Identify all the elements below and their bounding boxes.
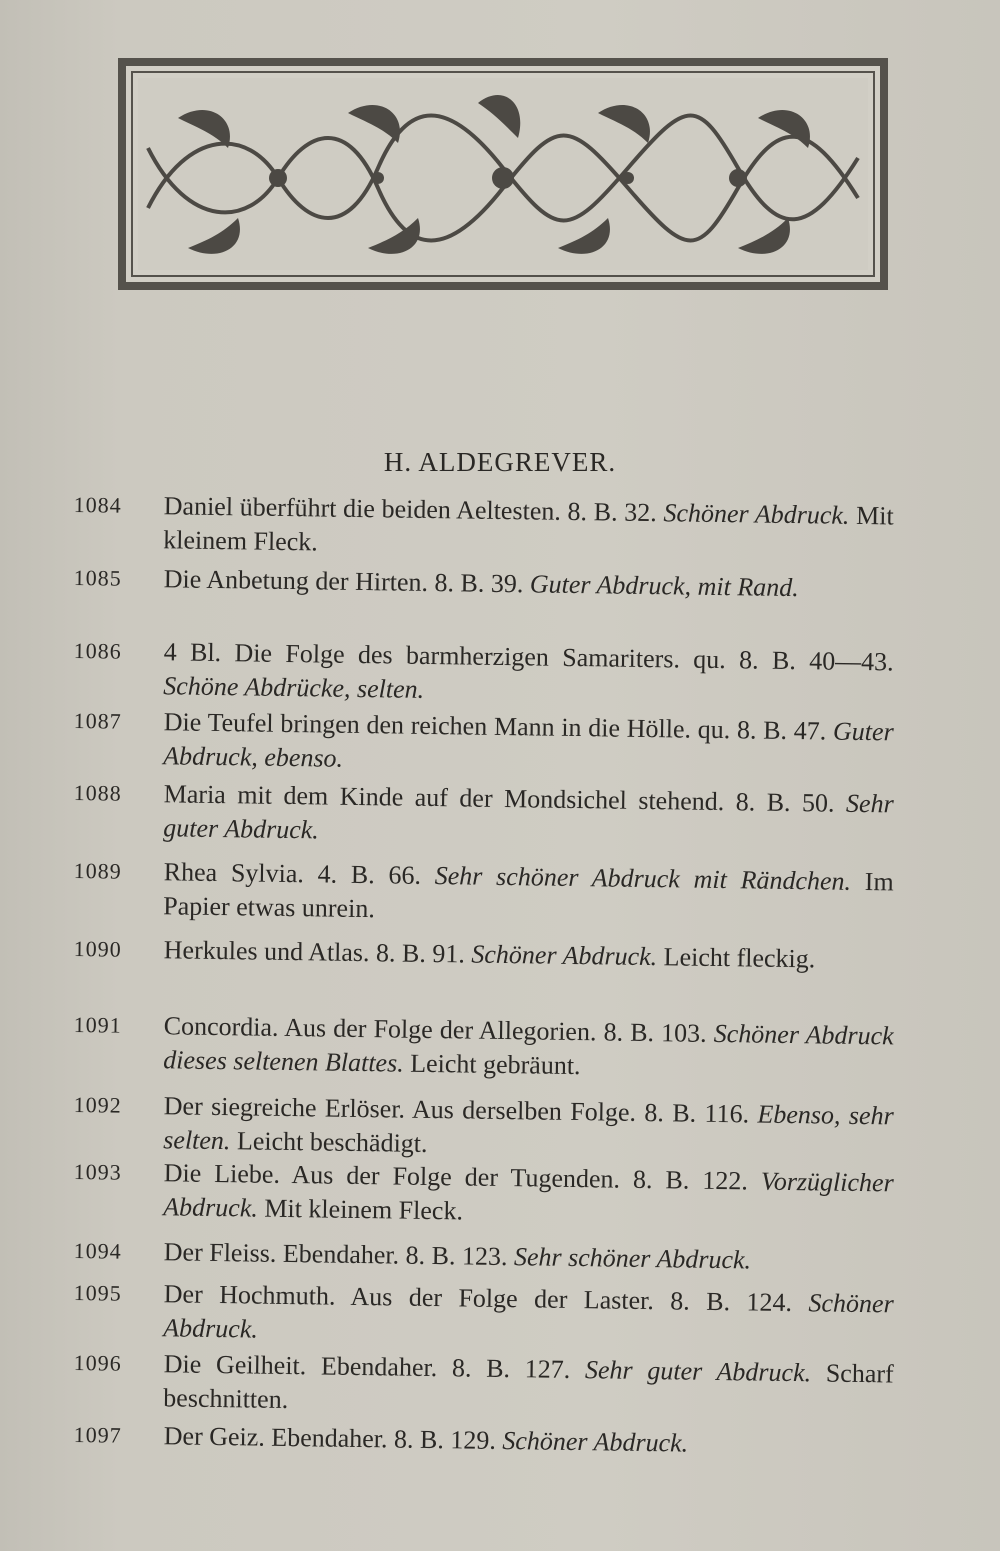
section-heading: H. ALDEGREVER. [383,447,617,477]
lot-number: 1093 [73,1158,122,1185]
lot-number: 1092 [73,1091,122,1118]
lot-number: 1094 [73,1237,122,1264]
catalog-entry [73,488,894,567]
lot-number: 1095 [73,1279,122,1306]
entry-text: Der siegreiche Erlöser. Aus derselben Folge. 8. B. 116. Ebenso, sehr selten. Leicht beschädigt. [163,1091,894,1158]
entry-text: Die Geilheit. Ebendaher. 8. B. 127. Sehr guter Abdruck. Scharf beschnitten. [163,1349,894,1414]
catalog-entry [74,932,894,977]
lot-number: 1086 [73,637,122,664]
catalog-entry [73,1346,894,1425]
lot-number: 1085 [73,564,122,591]
entry-text: Rhea Sylvia. 4. B. 66. Sehr schöner Abdruck mit Rändchen. Im Papier etwas unrein. [163,857,894,924]
catalog-entry [73,704,894,783]
entry-text: Herkules und Atlas. 8. B. 91. Schöner Abdruck. Leicht fleckig. [163,935,816,974]
catalog-entry [74,561,894,606]
lot-number: 1089 [73,857,122,884]
entry-text: 4 Bl. Die Folge des barmherzigen Samariters. qu. 8. B. 40—43. Schöne Abdrücke, selten. [163,637,894,704]
catalog-entry [73,1008,894,1087]
catalog-entry [73,776,894,855]
entry-text: Der Hochmuth. Aus der Folge der Laster. 8. B. 124. Schöner Abdruck. [163,1279,894,1344]
ornamental-header-band [118,58,888,290]
catalog-entry [73,1276,894,1355]
lot-number: 1097 [73,1421,122,1448]
catalog-entry [74,1418,894,1463]
catalog-entry [73,1155,894,1234]
entry-text: Die Anbetung der Hirten. 8. B. 39. Guter Abdruck, mit Rand. [163,564,799,603]
lot-number: 1091 [73,1011,122,1038]
catalog-entry [73,634,894,713]
catalog-entry [73,854,894,933]
catalog-entry [74,1234,894,1279]
entry-text: Maria mit dem Kinde auf der Mondsichel stehend. 8. B. 50. Sehr guter Abdruck. [163,779,894,845]
entry-text: Der Fleiss. Ebendaher. 8. B. 123. Sehr schöner Abdruck. [163,1237,752,1275]
entry-text: Die Teufel bringen den reichen Mann in die Hölle. qu. 8. B. 47. Guter Abdruck, ebenso. [163,707,894,773]
lot-number: 1084 [73,491,122,518]
lot-number: 1096 [73,1349,122,1376]
entry-text: Daniel überführt die beiden Aeltesten. 8. B. 32. Schöner Abdruck. Mit kleinem Fleck. [163,491,894,557]
entry-text: Concordia. Aus der Folge der Allegorien. 8. B. 103. Schöner Abdruck dieses seltenen Blattes. Leicht gebräunt. [163,1011,894,1081]
entry-text: Der Geiz. Ebendaher. 8. B. 129. Schöner Abdruck. [163,1421,689,1458]
entry-text: Die Liebe. Aus der Folge der Tugenden. 8. B. 122. Vorzüglicher Abdruck. Mit kleinem Fleck. [163,1158,894,1226]
lot-number: 1088 [73,779,122,806]
lot-number: 1087 [73,707,122,734]
catalog-entry [73,1088,894,1167]
lot-number: 1090 [73,935,122,962]
